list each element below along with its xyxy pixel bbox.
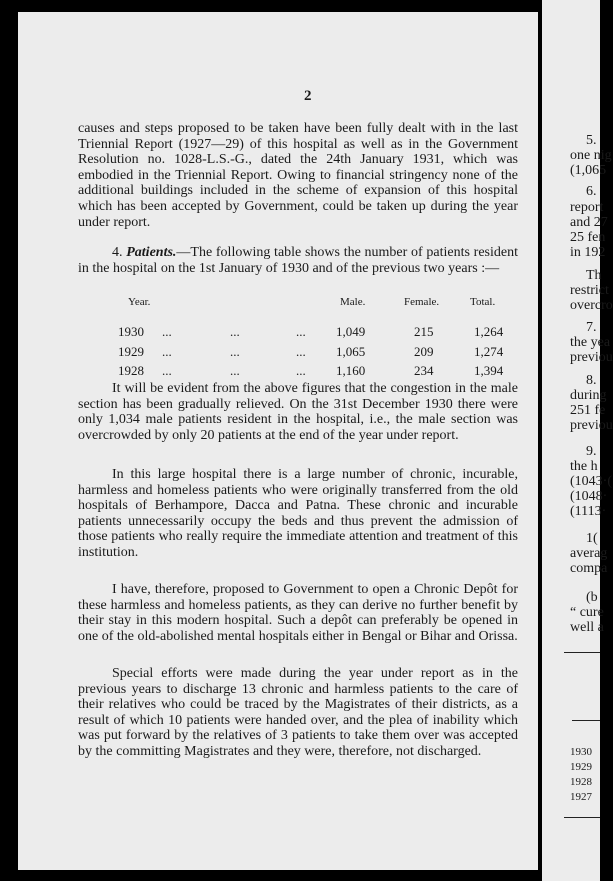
- cell-dots: ...: [230, 324, 240, 339]
- cell-total: 1,394: [474, 363, 504, 378]
- cell-year: 1930: [118, 324, 144, 339]
- section-number: 4.: [112, 245, 123, 260]
- cell-total: 1,264: [474, 324, 504, 339]
- cell-female: 209: [414, 344, 434, 359]
- table-header: [0, 296, 540, 316]
- cell-dots: ...: [230, 363, 240, 378]
- table-row: [0, 324, 540, 342]
- cell-female: 215: [414, 324, 434, 339]
- header-total: Total.: [470, 296, 496, 308]
- cell-dots: ...: [162, 344, 172, 359]
- paragraph-patients: 4. Patients.—The following table shows the number of patients resident in the hospital on the 1st January of 1930 and of the previous two years :—: [78, 245, 518, 276]
- paragraph-large-hospital: In this large hospital there is a large number of chronic, incurable, harmless and homeless patients who were originally transferred from the old hospitals of Berhampore, Dacca and Patna. These chronic and incurable patients unnecessarily occupy the beds and thus prevent the admission of those patients who really require the immediate attention and treatment of this institution.: [78, 467, 518, 560]
- right-page-edge: 5. one nig (1,065 6. report and 27 25 fen in 192 Th restrict overcro 7. the yea previou 8. during 251 fe previou 9. the h (1043·( (1048· (1113· 1( averag compa (b “ cure well a 1930 1929 1928 1927: [542, 0, 600, 881]
- paragraph-evident: It will be evident from the above figures that the congestion in the male section has been gradually relieved. On the 31st December 1930 there were only 1,034 male patients resident in the hospital, i.e., the male section was overcrowded by only 20 patients at the end of the year under report.: [78, 381, 518, 443]
- cell-male: 1,049: [336, 324, 366, 339]
- section-heading: Patients.: [126, 245, 177, 260]
- divider-rule: [572, 720, 600, 721]
- cell-dots: ...: [230, 344, 240, 359]
- cell-female: 234: [414, 363, 434, 378]
- divider-rule: [564, 652, 600, 653]
- cell-dots: ...: [162, 324, 172, 339]
- table-row: [0, 344, 540, 362]
- header-female: Female.: [404, 296, 440, 308]
- cell-dots: ...: [296, 363, 306, 378]
- cell-dots: ...: [296, 324, 306, 339]
- cell-total: 1,274: [474, 344, 504, 359]
- cell-male: 1,160: [336, 363, 366, 378]
- cell-dots: ...: [162, 363, 172, 378]
- divider-rule: [564, 817, 600, 818]
- table-row: [0, 363, 540, 381]
- paragraph-causes: causes and steps proposed to be taken have been fully dealt with in the last Triennial Report (1927—29) of this hospital as well as in the Government Resolution no. 1028-L.S.-G., dated the 24th January 1931, which was embodied in the Triennial Report. Owing to financial stringency none of the additional buildings included in the scheme of expansion of this hospital which has been accepted by Government, could be taken up during the year under report.: [78, 121, 518, 230]
- cell-year: 1929: [118, 344, 144, 359]
- header-year: Year.: [128, 296, 151, 308]
- cell-dots: ...: [296, 344, 306, 359]
- header-male: Male.: [340, 296, 366, 308]
- page-number: 2: [304, 88, 312, 104]
- paragraph-special-efforts: Special efforts were made during the year under report as in the previous years to discharge 13 chronic and harmless patients to the care of their relatives who could be traced by the Magistrates of their districts, as a result of which 10 patients were handed over, and the plea of inability which was put forward by the relatives of 3 patients to take them over was accepted by the committing Magistrates and they were, therefore, not discharged.: [78, 666, 518, 759]
- paragraph-depot: I have, therefore, proposed to Government to open a Chronic Depôt for these harmless and homeless patients, as they can derive no further benefit by their stay in this modern hospital. Such a depôt can preferably be opened in one of the old-abolished mental hospitals either in Bengal or Bihar and Orissa.: [78, 582, 518, 644]
- cell-male: 1,065: [336, 344, 366, 359]
- cell-year: 1928: [118, 363, 144, 378]
